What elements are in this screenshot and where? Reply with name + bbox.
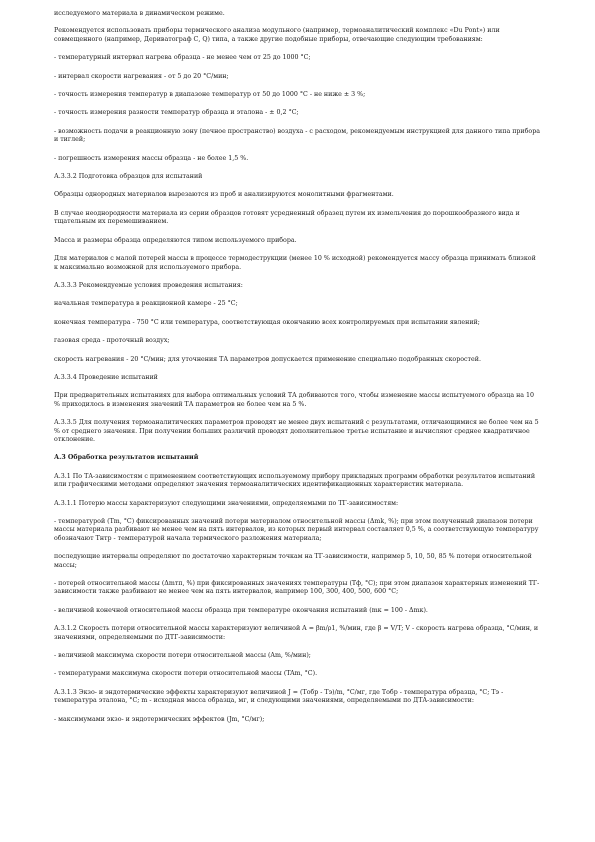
list-item-temperature-accuracy: - точность измерения температур в диапазоне температур от 50 до 1000 °С - не ниже ± 3 %; (54, 91, 366, 99)
list-item-difference-accuracy: - точность измерения разности температур образца и эталона - ± 0,2 °С; (54, 109, 299, 117)
list-item-air-supply: - возможность подачи в реакционную зону (печное пространство) воздуха - с расходом, рекомендуемым инструкцией для данного типа прибора и тиглей; (54, 127, 541, 144)
paragraph-final-temperature: конечная температура - 750 °С или температура, соответствующая окончанию всех контролируемых при испытании явлений; (54, 318, 480, 326)
paragraph-preliminary-tests: При предварительных испытаниях для выбора оптимальных условий ТА добиваются того, чтобы изменение массы испытуемого образца на 10 % приходилось в изменения значений ТА параметров не более чем на 5 %. (54, 392, 535, 408)
paragraph-low-mass-loss: Для материалов с малой потерей массы в процессе термодеструкции (менее 10 % исходной) рекомендуется массу образца принимать близкой к максимально возможной для используемого прибора. (54, 255, 536, 271)
list-item-thermal-effects: - максимумами экзо- и эндотермических эффектов (Jm, °С/мг); (54, 715, 265, 723)
paragraph-a3-1: А.3.1 По ТА-зависимостям с применением соответствующих используемому прибору прикладных программ обработки результатов испытаний или графическими методами определяют значения термоаналитических идентификационных характеристик материала. (54, 472, 536, 489)
paragraph-method-continuation: исследуемого материала в динамическом режиме. (54, 10, 225, 17)
section-heading-a3-processing: А.3 Обработка результатов испытаний (54, 454, 199, 462)
list-item-heating-rate: - интервал скорости нагревания - от 5 до 20 °С/мин; (54, 72, 229, 80)
paragraph-initial-temperature: начальная температура в реакционной камере - 25 °С; (54, 300, 238, 308)
list-item-mass-error: - погрешность измерения массы образца - не более 1,5 %. (54, 154, 249, 162)
section-heading-a3-3-3: А.3.3.3 Рекомендуемые условия проведения испытания: (54, 281, 243, 289)
list-item-max-rate: - величиной максимума скорости потери относительной массы (Am, %/мин); (54, 652, 311, 660)
section-heading-a3-3-4: А.3.3.4 Проведение испытаний (54, 373, 158, 381)
paragraph-gas-medium: газовая среда - проточный воздух; (54, 337, 170, 345)
list-item-relative-mass-loss: - потерей относительной массы (Δmтп, %) при фиксированных значениях температуры (Tф, °С); при этом диапазон характерных изменений ТГ-зависимости также разбивают не менее чем на пять интервалов, например 100, 300, 400, 500, 600 °С; (54, 580, 540, 596)
paragraph-recommended-instruments: Рекомендуется использовать приборы термического анализа модульного (например, термоаналитический комплекс «Du Pont») или совмещенного (например, Дериватограф С, Q) типа, а также другие подобные приборы, отвечающие следующим требованиям: (54, 27, 500, 43)
paragraph-a3-1-1: А.3.1.1 Потерю массы характеризуют следующими значениями, определяемыми по ТГ-зависимостям: (54, 499, 399, 507)
list-item-final-mass: - величиной конечной относительной массы образца при температуре окончания испытаний (mк = 100 - Δmк). (54, 606, 428, 614)
paragraph-heterogeneous-samples: В случае неоднородности материала из серии образцов готовят усредненный образец путем их измельчения до порошкообразного вида и тщательным их перемешиванием. (54, 209, 520, 226)
list-item-temperature-range: - температурный интервал нагрева образца - не менее чем от 25 до 1000 °С; (54, 54, 311, 62)
paragraph-homogeneous-samples: Образцы однородных материалов вырезаются из проб и анализируются монолитными фрагментами. (54, 191, 394, 199)
paragraph-sample-mass: Масса и размеры образца определяются типом используемого прибора. (54, 236, 297, 244)
list-item-temperature-mass-loss: - температурой (Tm, °С) фиксированных значений потери материалом относительной массы (Δmk, %); при этом полученный диапазон потери массы материала разбивают не менее чем на пять интервалов, из которых первый интервал составляет 0,5 %, а соответствующую температуру обозначают Tнтр - температурой начала термического разложения материала; (54, 518, 539, 542)
section-heading-a3-3-2: А.3.3.2 Подготовка образцов для испытаний (54, 173, 203, 181)
paragraph-a3-3-5: А.3.3.5 Для получения термоаналитических параметров проводят не менее двух испытаний с результатами, отличающимися не более чем на 5 % от среднего значения. При получении больших различий проводят дополнительное третье испытание и вычисляют среднее квадратичное отклонение. (54, 419, 539, 443)
paragraph-a3-1-2: А.3.1.2 Скорость потери относительной массы характеризуют величиной A = βm/ρ1, %/мин, где β = V/T; V - скорость нагрева образца, °С/мин, и значениями, определяемыми по ДТГ-зависимости: (54, 625, 539, 641)
list-item-max-rate-temperature: - температурами максимума скорости потери относительной массы (TAm, °С). (54, 670, 318, 678)
paragraph-a3-1-3: А.3.1.3 Экзо- и эндотермические эффекты характеризуют величиной J = (Tобр - Tэ)/m, °С/мг, где Tобр - температура образца, °С; Tэ - температура эталона, °С; m - исходная масса образца, мг, и следующими значениями, определяемыми по ДТА-зависимости: (54, 688, 504, 705)
paragraph-heating-speed: скорость нагревания - 20 °С/мин; для уточнения ТА параметров допускается применение специально подобранных скоростей. (54, 355, 481, 363)
paragraph-subsequent-intervals: последующие интервалы определяют по достаточно характерным точкам на ТГ-зависимости, например 5, 10, 50, 85 % потери относительной массы; (54, 553, 532, 569)
